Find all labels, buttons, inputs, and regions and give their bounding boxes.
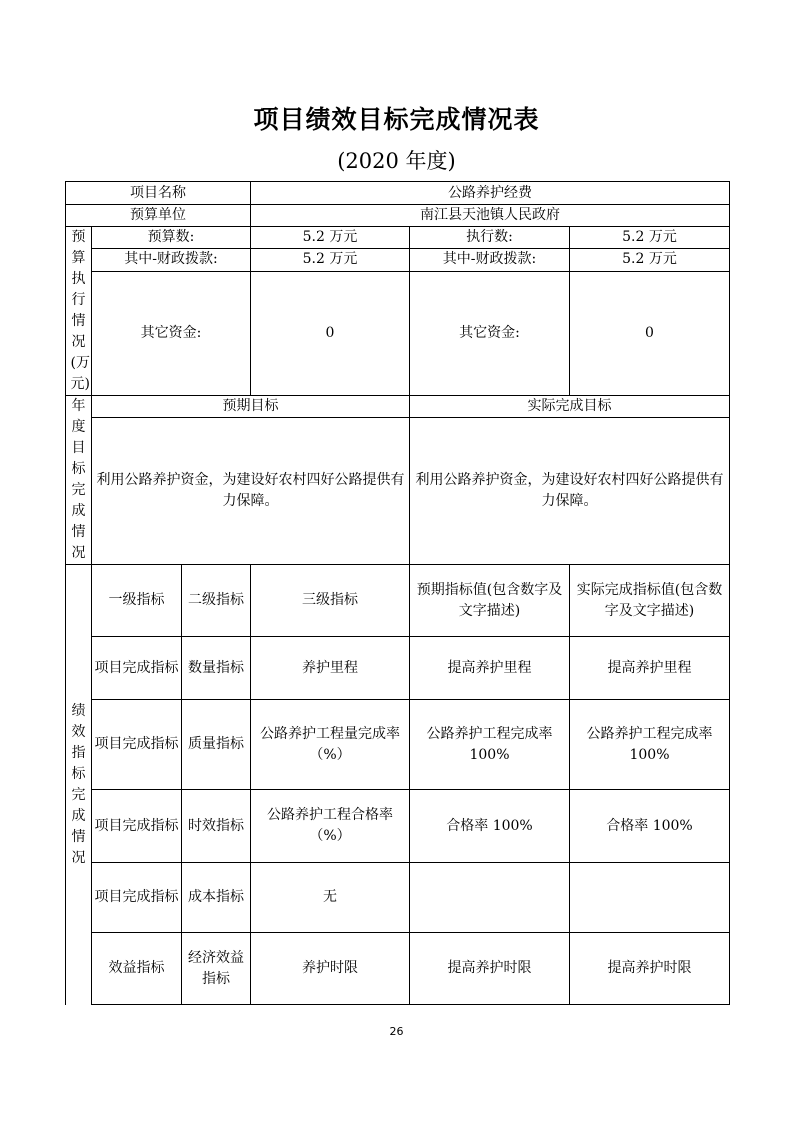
indicator-section-label: [66, 565, 92, 1005]
project-name-value: 公路养护经费: [251, 182, 730, 205]
row2-level3: 公路养护工程量完成率（%）: [251, 700, 410, 790]
row5-level3: 养护时限: [251, 933, 410, 1005]
row1-actual: 提高养护里程: [570, 637, 730, 700]
page-title: 项目绩效目标完成情况表: [253, 105, 540, 134]
row4-expected: [410, 863, 570, 933]
budget-section-text: 预算执行情况(万元): [70, 229, 90, 392]
indicator-header-actual: 实际完成指标值(包含数字及文字描述): [570, 565, 730, 637]
performance-table: [65, 181, 730, 1005]
budget-amount-value: 5.2 万元: [251, 227, 410, 249]
row3-level3: 公路养护工程合格率（%）: [251, 790, 410, 863]
row5-level1: 效益指标: [92, 933, 182, 1005]
fiscal-value-left: 5.2 万元: [251, 249, 410, 271]
row3-expected: 合格率 100%: [410, 790, 570, 863]
annual-header-row: [66, 396, 730, 418]
row1-level2: 数量指标: [182, 637, 251, 700]
table-row: [66, 863, 730, 933]
expected-target-text: 利用公路养护资金，为建设好农村四好公路提供有力保障。: [92, 418, 410, 565]
row5-level2: 经济效益指标: [182, 933, 251, 1005]
row5-expected: 提高养护时限: [410, 933, 570, 1005]
actual-target-text: 利用公路养护资金，为建设好农村四好公路提供有力保障。: [410, 418, 730, 565]
other-funds-label-left: 其它资金:: [92, 271, 251, 396]
table-row: [66, 700, 730, 790]
row2-actual: 公路养护工程完成率 100%: [570, 700, 730, 790]
budget-unit-row: [66, 205, 730, 227]
indicator-header-row: [66, 565, 730, 637]
row1-expected: 提高养护里程: [410, 637, 570, 700]
indicator-header-level2: 二级指标: [182, 565, 251, 637]
annual-section-label: [66, 396, 92, 565]
page-subtitle: (2020 年度): [337, 149, 456, 173]
row3-actual: 合格率 100%: [570, 790, 730, 863]
expected-target-header: 预期目标: [92, 396, 410, 418]
budget-unit-label: 预算单位: [66, 205, 251, 227]
fiscal-value-right: 5.2 万元: [570, 249, 730, 271]
row3-level2: 时效指标: [182, 790, 251, 863]
project-name-row: [66, 182, 730, 205]
annual-content-row: [66, 418, 730, 565]
other-funds-value-left: 0: [251, 271, 410, 396]
indicator-header-level1: 一级指标: [92, 565, 182, 637]
fiscal-label-left: 其中-财政拨款:: [92, 249, 251, 271]
other-funds-value-right: 0: [570, 271, 730, 396]
execution-amount-value: 5.2 万元: [570, 227, 730, 249]
project-name-label: 项目名称: [66, 182, 251, 205]
other-funds-label-right: 其它资金:: [410, 271, 570, 396]
fiscal-row: [66, 249, 730, 271]
row2-level1: 项目完成指标: [92, 700, 182, 790]
indicator-header-expected: 预期指标值(包含数字及文字描述): [410, 565, 570, 637]
actual-target-header: 实际完成目标: [410, 396, 730, 418]
row2-expected: 公路养护工程完成率 100%: [410, 700, 570, 790]
row4-level2: 成本指标: [182, 863, 251, 933]
page-number: 26: [389, 1025, 404, 1038]
row2-level2: 质量指标: [182, 700, 251, 790]
table-row: [66, 637, 730, 700]
execution-amount-label: 执行数:: [410, 227, 570, 249]
budget-row: [66, 227, 730, 249]
row1-level3: 养护里程: [251, 637, 410, 700]
table-row: [66, 790, 730, 863]
budget-unit-value: 南江县天池镇人民政府: [251, 205, 730, 227]
row5-actual: 提高养护时限: [570, 933, 730, 1005]
annual-section-text: 年度目标完成情况: [71, 398, 86, 561]
other-funds-row: [66, 271, 730, 396]
indicator-section-text: 绩效指标完成情况: [71, 702, 86, 866]
budget-section-label: [66, 227, 92, 396]
table-row: [66, 933, 730, 1005]
row4-level3: 无: [251, 863, 410, 933]
row1-level1: 项目完成指标: [92, 637, 182, 700]
budget-amount-label: 预算数:: [92, 227, 251, 249]
indicator-header-level3: 三级指标: [251, 565, 410, 637]
row3-level1: 项目完成指标: [92, 790, 182, 863]
row4-actual: [570, 863, 730, 933]
fiscal-label-right: 其中-财政拨款:: [410, 249, 570, 271]
row4-level1: 项目完成指标: [92, 863, 182, 933]
